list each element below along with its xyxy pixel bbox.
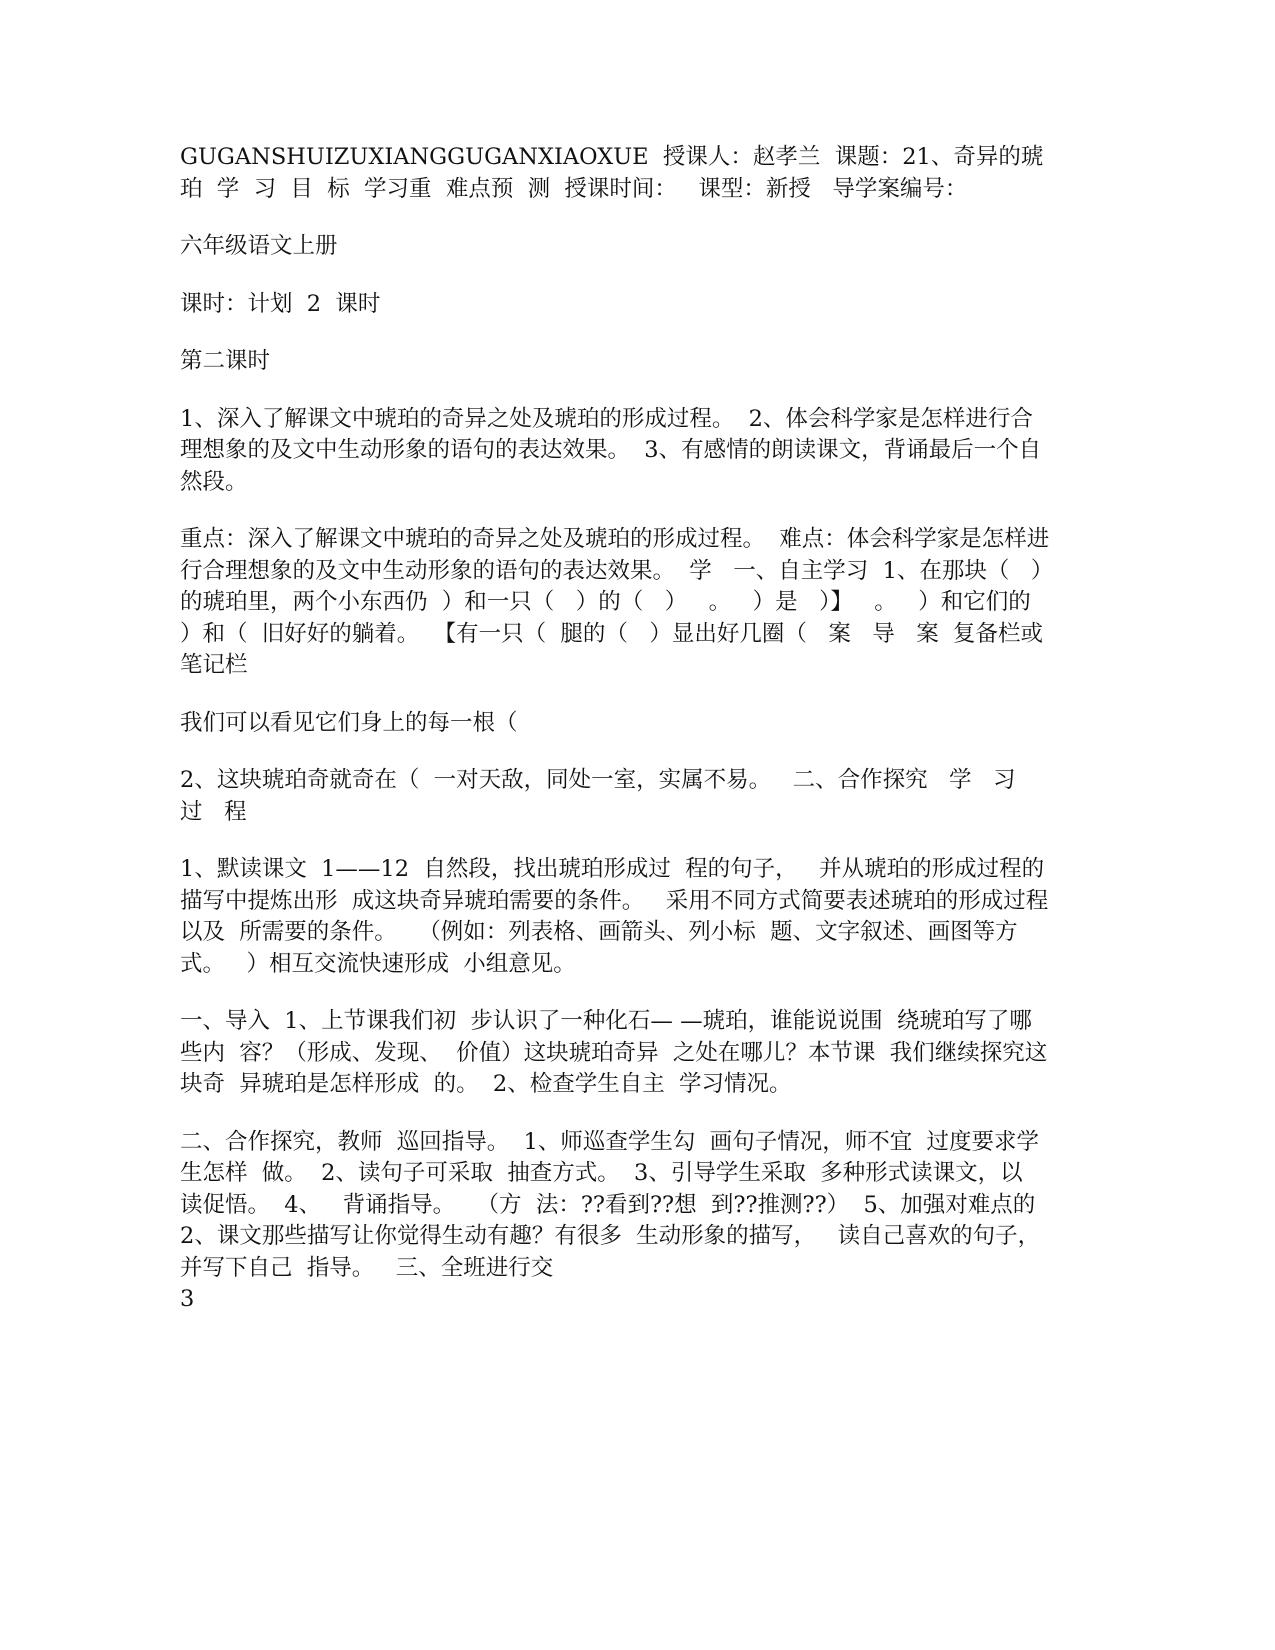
grade-paragraph: 六年级语文上册 — [180, 233, 338, 259]
silent-reading-paragraph: 1、默读课文 1——12 自然段，找出琥珀形成过 程的句子， 并从琥珀的形成过程的描写中提炼出形 成这块奇异琥珀需要的条件。 采用不同方式简要表述琥珀的形成过程以及 所需要的条件。 （例如：列表格、画箭头、列小标 题、文字叙述、画图等方式。 ）相互交流快速形成 小组意见。 — [180, 856, 1049, 977]
cooperative-inquiry-paragraph: 二、合作探究，教师 巡回指导。 1、师巡查学生勾 画句子情况，师不宜 过度要求学生怎样 做。 2、读句子可采取 抽查方式。 3、引导学生采取 多种形式读课文，以 读促悟。 4、 背诵指导。 （方 法：??看到??想 到??推测??） 5、加强对难点的 2、课文那些描写让你觉得生动有趣？有很多 生动形象的描写， 读自己喜欢的句子， 并写下自己 指导。 三、全班进行交 — [180, 1128, 1062, 1281]
document-page — [180, 142, 1062, 1316]
amber-wonder-paragraph: 2、这块琥珀奇就奇在（ 一对天敌，同处一室，实属不易。 二、合作探究 学 习 过 程 — [180, 767, 1037, 825]
page-number: 3 — [180, 1286, 195, 1312]
key-points-paragraph: 重点：深入了解课文中琥珀的奇异之处及琥珀的形成过程。 难点：体会科学家是怎样进行合理想象的及文中生动形象的语句的表达效果。 学 一、自主学习 1、在那块（ ）的琥珀里，两个小东西仍 ）和一只（ ）的（ ） 。 ）是 ）】 。 ）和它们的 ）和（ 旧好好的躺着。 【有一只（ 腿的（ ）显出好几圈（ 案 导 案 复备栏或 笔记栏 — [180, 526, 1058, 678]
introduction-paragraph: 一、导入 1、上节课我们初 步认识了一种化石— —琥珀，谁能说说围 绕琥珀写了哪些内 容？（形成、发现、 价值）这块琥珀奇异 之处在哪儿？本节课 我们继续探究这块奇 异琥珀是怎样形成 的。 2、检查学生自主 学习情况。 — [180, 1008, 1048, 1097]
objectives-paragraph: 1、深入了解课文中琥珀的奇异之处及琥珀的形成过程。 2、体会科学家是怎样进行合理想象的及文中生动形象的语句的表达效果。 3、有感情的朗读课文，背诵最后一个自然段。 — [180, 405, 1042, 495]
observation-paragraph: 我们可以看见它们身上的每一根（ — [180, 709, 518, 736]
lesson-hours-paragraph: 课时：计划 2 课时 — [180, 290, 381, 317]
header-paragraph: GUGANSHUIZUXIANGGUGANXIAOXUE 授课人：赵孝兰 课题：21、奇异的琥珀 学 习 目 标 学习重 难点预 测 授课时间： 课型：新授 导学案编号： — [180, 144, 1044, 202]
lesson-session-paragraph: 第二课时 — [180, 348, 271, 374]
